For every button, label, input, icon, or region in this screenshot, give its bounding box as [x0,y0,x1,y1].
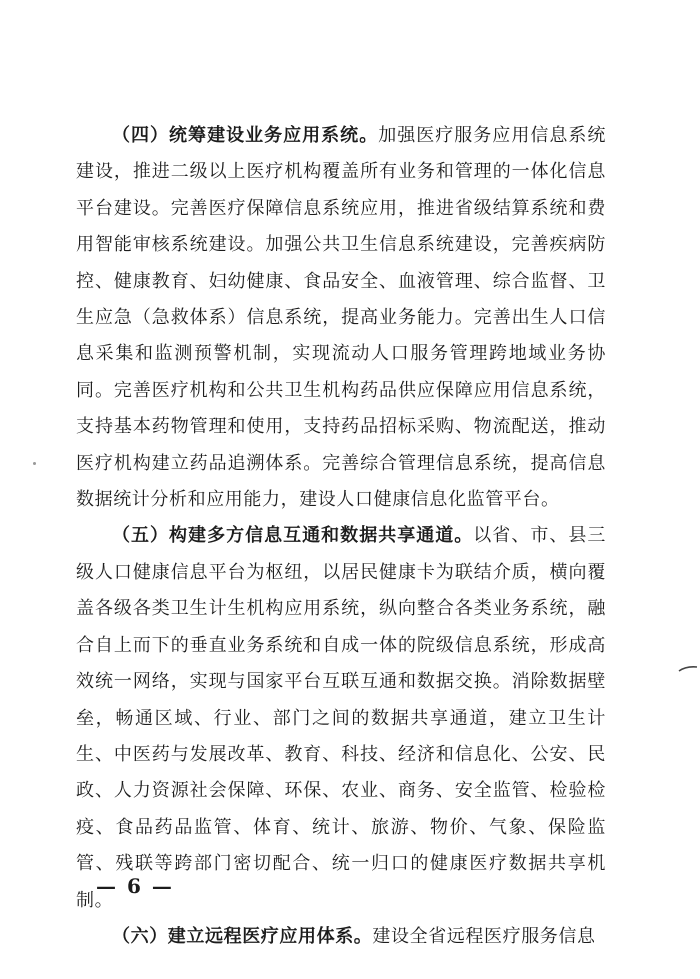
section-heading-6: （六）建立远程医疗应用体系。 [112,925,373,947]
paragraph-body-5: 以省、市、县三级人口健康信息平台为枢纽，以居民健康卡为联结介质，横向覆盖各级各类卫生计生机构应用系统，纵向整合各类业务系统，融合自上而下的垂直业务系统和自成一体的院级信息系统，形成高效统一网络，实现与国家平台互联互通和数据交换。消除数据壁垒，畅通区域、行业、部门之间的数据共享通道，建立卫生计生、中医药与发展改革、教育、科技、经济和信息化、公安、民政、人力资源社会保障、环保、农业、商务、安全监管、检验检疫、食品药品监管、体育、统计、旅游、物价、气象、保险监管、残联等跨部门密切配合、统一归口的健康医疗数据共享机制。 [76,525,606,911]
paragraph-5 [76,518,606,918]
paragraph-4 [76,118,606,518]
body-text [76,118,606,955]
paragraph-body-6: 建设全省远程医疗服务信息 [372,925,596,947]
paragraph-body-4: 加强医疗服务应用信息系统建设，推进二级以上医疗机构覆盖所有业务和管理的一体化信息平台建设。完善医疗保障信息系统应用，推进省级结算系统和费用智能审核系统建设。加强公共卫生信息系统建设，完善疾病防控、健康教育、妇幼健康、食品安全、血液管理、综合监督、卫生应急（急救体系）信息系统，提高业务能力。完善出生人口信息采集和监测预警机制，实现流动人口服务管理跨地域业务协同。完善医疗机构和公共卫生机构药品供应保障应用信息系统，支持基本药物管理和使用，支持药品招标采购、物流配送，推动医疗机构建立药品追溯体系。完善综合管理信息系统，提高信息数据统计分析和应用能力，建设人口健康信息化监管平台。 [76,125,606,511]
paragraph-6 [76,919,606,955]
section-heading-5: （五）构建多方信息互通和数据共享通道。 [112,525,474,547]
scan-mark [678,664,698,674]
scan-speck [33,462,36,465]
section-heading-4: （四）统筹建设业务应用系统。 [112,125,379,146]
page-number: — 6 — [96,874,174,898]
